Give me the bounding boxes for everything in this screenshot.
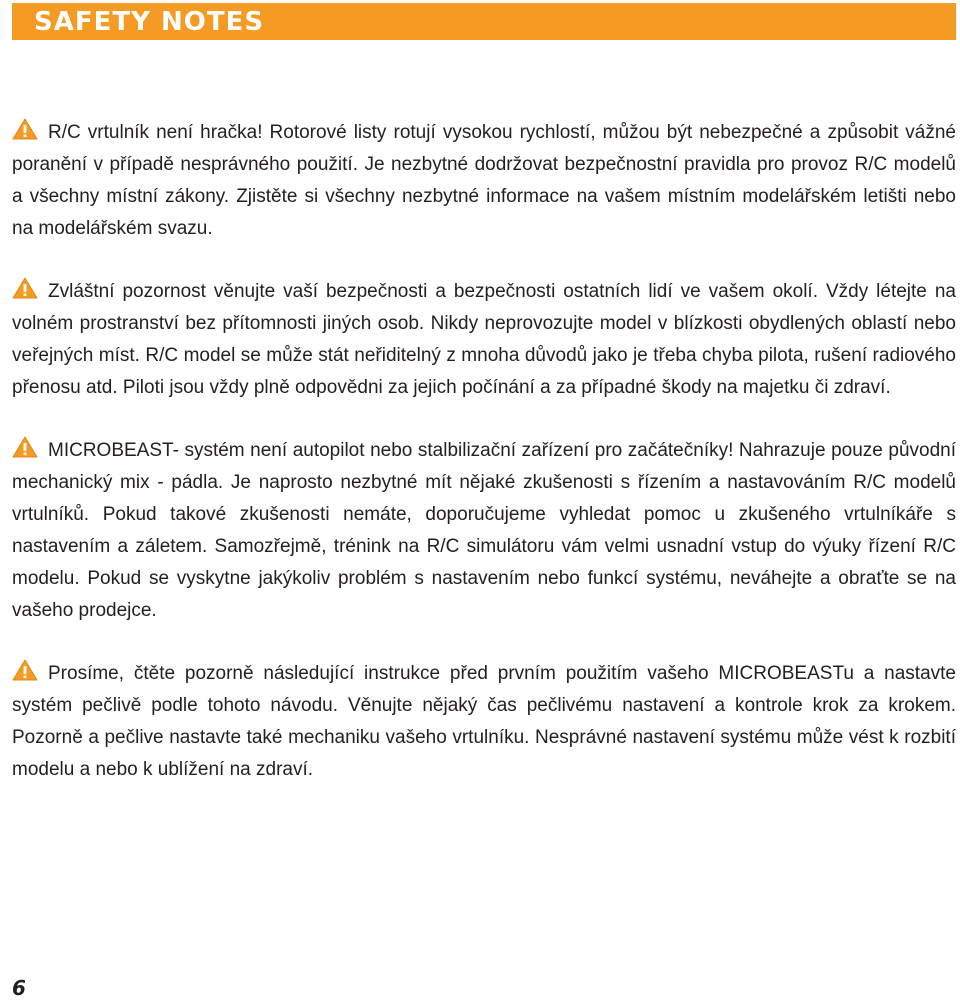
safety-note (12, 435, 956, 627)
page-number: 6 (12, 976, 26, 1000)
safety-note (12, 276, 956, 404)
warning-icon (12, 659, 38, 681)
note-text: Zvláštní pozornost věnujte vaší bezpečnosti a bezpečnosti ostatních lidí ve vašem okolí. Vždy létejte na volném prostranství bez přítomnosti jiných osob. Nikdy neprovozujte model v blízkosti obydlených oblastí nebo veřejných míst. R/C model se může stát neřiditelný z mnoha důvodů jako je třeba chyba pilota, rušení radiového přenosu atd. Piloti jsou vždy plně odpovědni za jejich počínání a za případné škody na majetku či zdraví. (12, 281, 956, 398)
warning-icon (12, 277, 38, 299)
warning-icon (12, 118, 38, 140)
note-text: MICROBEAST- systém není autopilot nebo stalbilizační zařízení pro začátečníky! Nahrazuje pouze původní mechanický mix - pádla. Je naprosto nezbytné mít nějaké zkušenosti s řízením a nastavováním R/C modelů vrtulníků. Pokud takové zkušenosti nemáte, doporučujeme vyhledat pomoc u zkušeného vrtulníkáře s nastavením a záletem. Samozřejmě, trénink na R/C simulátoru vám velmi usnadní vstup do výuky řízení R/C modelu. Pokud se vyskytne jakýkoliv problém s nastavením nebo funkcí systému, neváhejte a obraťte se na vašeho prodejce. (12, 440, 956, 621)
note-text: R/C vrtulník není hračka! Rotorové listy rotují vysokou rychlostí, můžou být nebezpečné a způsobit vážné poranění v případě nesprávného použití. Je nezbytné dodržovat bezpečnostní pravidla pro provoz R/C modelů a všechny místní zákony. Zjistěte si všechny nezbytné informace na vašem místním modelářském letišti nebo na modelářském svazu. (12, 122, 956, 239)
page-title: SAFETY NOTES (34, 6, 265, 37)
safety-note (12, 117, 956, 245)
warning-icon (12, 436, 38, 458)
safety-notes (12, 117, 956, 817)
safety-note (12, 658, 956, 786)
note-text: Prosíme, čtěte pozorně následující instrukce před prvním použitím vašeho MICROBEASTu a nastavte systém pečlivě podle tohoto návodu. Věnujte nějaký čas pečlivému nastavení a kontrole krok za krokem. Pozorně a pečlive nastavte také mechaniku vašeho vrtulníku. Nesprávné nastavení systému může vést k rozbití modelu a nebo k ublížení na zdraví. (12, 663, 956, 780)
section-header (12, 3, 956, 40)
